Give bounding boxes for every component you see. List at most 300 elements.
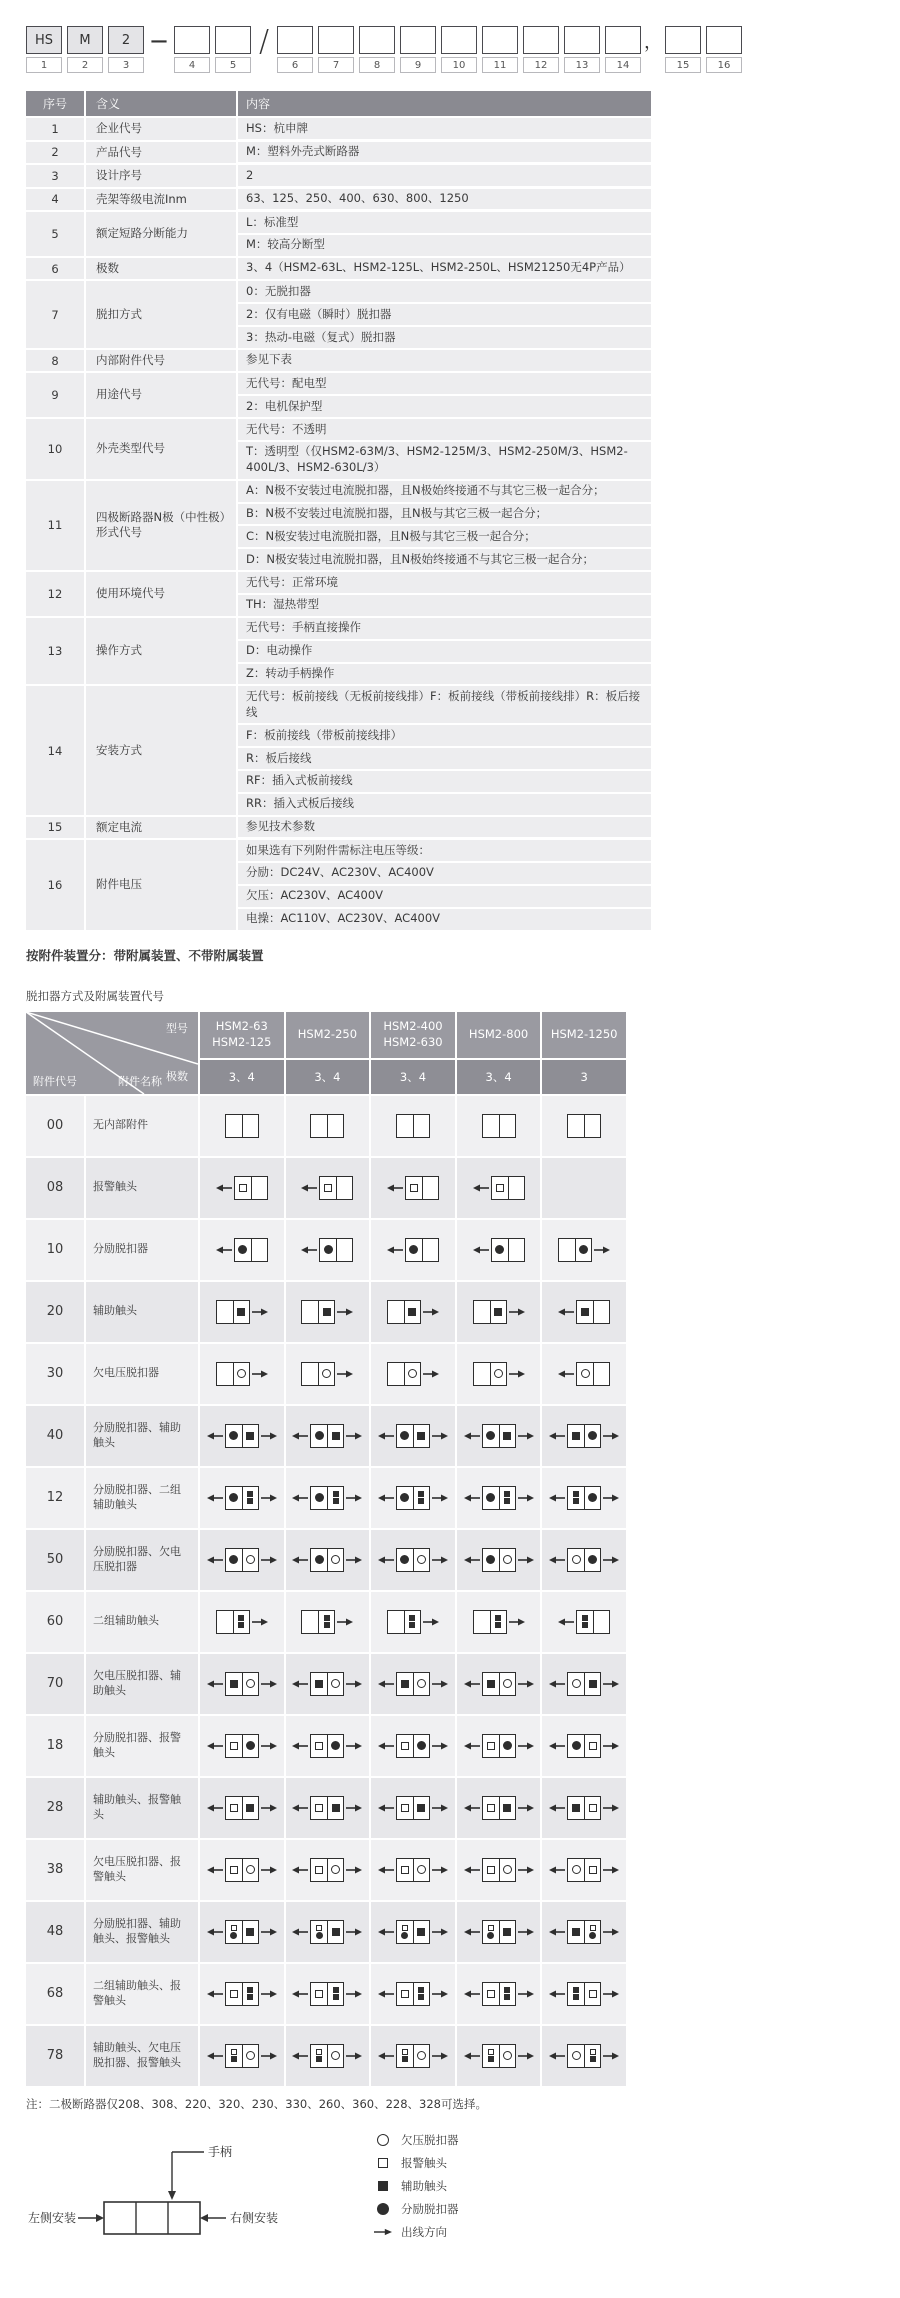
shunt-release-symbol: [400, 1493, 409, 1502]
accessory-diagram-cell: [457, 1964, 541, 2024]
breaker-diagram: [207, 2044, 277, 2068]
breaker-diagram: [310, 1114, 344, 1138]
breaker-diagram: [549, 1548, 619, 1572]
code-table-row: [26, 618, 651, 685]
alarm-contact-symbol: [316, 1925, 322, 1931]
breaker-compartment: [311, 1487, 327, 1509]
code-table-row: [26, 165, 651, 187]
breaker-box: [567, 1486, 601, 1510]
breaker-box: [482, 1796, 516, 1820]
code-value-box: [277, 26, 313, 54]
accessory-code: 08: [26, 1158, 84, 1218]
outgoing-direction-arrow: [207, 1555, 223, 1565]
outgoing-direction-arrow: [432, 1989, 448, 1999]
shunt-release-symbol: [400, 1431, 409, 1440]
breaker-box: [482, 1858, 516, 1882]
accessory-table-row: [26, 1902, 626, 1962]
outgoing-direction-arrow: [464, 1803, 480, 1813]
breaker-box: [576, 1362, 610, 1386]
undervoltage-release-symbol: [417, 1865, 426, 1874]
undervoltage-release-symbol: [246, 1555, 255, 1564]
undervoltage-release-symbol: [503, 2051, 512, 2060]
breaker-compartment: [584, 1983, 600, 2005]
breaker-compartment: [217, 1301, 233, 1323]
accessory-table-row: [26, 1220, 626, 1280]
code-position: [108, 26, 144, 73]
breaker-box: [310, 1114, 344, 1138]
breaker-compartment: [492, 1177, 508, 1199]
auxiliary-contact-symbol: [231, 2056, 237, 2062]
breaker-compartment: [311, 1983, 327, 2005]
breaker-compartment: [311, 1549, 327, 1571]
outgoing-direction-arrow: [464, 1865, 480, 1875]
breaker-diagram: [549, 1796, 619, 1820]
outgoing-direction-arrow: [261, 1803, 277, 1813]
code-definition-table: [26, 91, 651, 930]
outgoing-direction-arrow: [378, 2051, 394, 2061]
accessory-diagram-cell: [200, 1530, 284, 1590]
breaker-compartment: [568, 1921, 584, 1943]
breaker-box: [576, 1300, 610, 1324]
undervoltage-release-symbol: [246, 1865, 255, 1874]
outgoing-direction-arrow: [378, 1493, 394, 1503]
outgoing-direction-arrow: [346, 1493, 362, 1503]
breaker-compartment: [327, 2045, 343, 2067]
row-content: [238, 686, 651, 814]
accessory-code: 50: [26, 1530, 84, 1590]
auxiliary-contact-symbol: [572, 1804, 580, 1812]
auxiliary-contact-symbol: [332, 1928, 340, 1936]
column-header-content: 内容: [238, 91, 651, 116]
shunt-release-symbol: [374, 2203, 392, 2215]
breaker-compartment: [483, 1115, 499, 1137]
shunt-release-symbol: [377, 2203, 389, 2215]
outgoing-direction-arrow: [423, 1617, 439, 1627]
poles-header-cell: 3、4: [200, 1060, 284, 1094]
breaker-diagram: [207, 1424, 277, 1448]
breaker-compartment: [242, 1859, 258, 1881]
breaker-compartment: [327, 1425, 343, 1447]
diagonal-header-cell: [26, 1012, 198, 1094]
breaker-box: [396, 1982, 430, 2006]
breaker-compartment: [327, 1859, 343, 1881]
code-table-row: [26, 212, 651, 256]
outgoing-direction-arrow: [261, 1927, 277, 1937]
breaker-compartment: [499, 1115, 515, 1137]
breaker-compartment: [311, 1673, 327, 1695]
row-meaning: 外壳类型代号: [86, 419, 236, 479]
breaker-compartment: [242, 1549, 258, 1571]
outgoing-direction-arrow: [292, 1741, 308, 1751]
breaker-compartment: [499, 1735, 515, 1757]
undervoltage-release-symbol: [322, 1369, 331, 1378]
accessory-name: 辅助触头: [86, 1282, 198, 1342]
legend-item: [374, 2224, 459, 2240]
breaker-diagram: [464, 1982, 534, 2006]
accessory-table-row: [26, 1468, 626, 1528]
outgoing-direction-arrow: [292, 1989, 308, 1999]
accessory-diagram-cell: [542, 1096, 626, 1156]
breaker-box: [301, 1610, 335, 1634]
breaker-diagram: [387, 1362, 439, 1386]
outgoing-direction-arrow: [346, 1431, 362, 1441]
breaker-compartment: [336, 1177, 352, 1199]
accessory-name: 分励脱扣器、欠电压脱扣器: [86, 1530, 198, 1590]
breaker-box: [396, 1796, 430, 1820]
breaker-box: [301, 1362, 335, 1386]
content-line: 电操：AC110V、AC230V、AC400V: [238, 909, 651, 930]
breaker-compartment: [499, 1549, 515, 1571]
breaker-box: [482, 1672, 516, 1696]
row-content: [238, 572, 651, 616]
accessory-name: 报警触头: [86, 1158, 198, 1218]
breaker-compartment: [318, 1611, 334, 1633]
auxiliary-contact-symbol: [573, 1994, 579, 2000]
poles-header-cell: 3: [542, 1060, 626, 1094]
accessory-diagram-cell: [542, 1406, 626, 1466]
outgoing-direction-arrow: [549, 1555, 565, 1565]
poles-header-cell: 3、4: [371, 1060, 455, 1094]
legend-label: 欠压脱扣器: [401, 2132, 459, 2147]
breaker-diagram: [292, 1858, 362, 1882]
accessory-diagram-cell: [286, 1654, 370, 1714]
outgoing-direction-arrow: [292, 1865, 308, 1875]
outgoing-direction-arrow: [558, 1369, 574, 1379]
outgoing-direction-arrow: [432, 1493, 448, 1503]
code-position-number: 8: [359, 57, 395, 73]
row-meaning: 附件电压: [86, 840, 236, 929]
breaker-compartment: [397, 1549, 413, 1571]
undervoltage-release-symbol: [237, 1369, 246, 1378]
row-meaning: 内部附件代号: [86, 350, 236, 372]
code-position: [174, 26, 210, 73]
breaker-box: [567, 2044, 601, 2068]
breaker-compartment: [226, 1549, 242, 1571]
accessory-code: 00: [26, 1096, 84, 1156]
content-line: TH：湿热带型: [238, 595, 651, 616]
outgoing-direction-arrow: [207, 1679, 223, 1689]
outgoing-direction-arrow: [518, 1555, 534, 1565]
right-install-label: 右侧安装: [230, 2210, 279, 2225]
code-position: [359, 26, 395, 73]
code-position-number: 5: [215, 57, 251, 73]
accessory-diagram-cell: [457, 1902, 541, 1962]
breaker-compartment: [327, 1735, 343, 1757]
accessory-code: 78: [26, 2026, 84, 2086]
breaker-box: [310, 1858, 344, 1882]
outgoing-direction-arrow: [261, 1431, 277, 1441]
accessory-diagram-cell: [286, 1220, 370, 1280]
breaker-compartment: [397, 2045, 413, 2067]
breaker-compartment: [235, 1239, 251, 1261]
breaker-box: [482, 1548, 516, 1572]
shunt-release-symbol: [409, 1245, 418, 1254]
breaker-box: [567, 1734, 601, 1758]
outgoing-direction-arrow: [432, 1431, 448, 1441]
breaker-compartment: [483, 1921, 499, 1943]
outgoing-direction-arrow: [378, 1865, 394, 1875]
accessory-diagram-cell: [457, 2026, 541, 2086]
breaker-diagram: [549, 1734, 619, 1758]
breaker-diagram: [558, 1238, 610, 1262]
breaker-compartment: [499, 1425, 515, 1447]
outgoing-direction-arrow: [378, 1431, 394, 1441]
accessory-diagram-cell: [286, 1096, 370, 1156]
breaker-diagram: [378, 1672, 448, 1696]
breaker-diagram: [464, 1548, 534, 1572]
row-meaning: 用途代号: [86, 373, 236, 417]
breaker-box: [396, 2044, 430, 2068]
accessory-table-row: [26, 1592, 626, 1652]
breaker-compartment: [584, 1797, 600, 1819]
auxiliary-contact-symbol: [333, 1994, 339, 2000]
auxiliary-contact-symbol: [315, 1680, 323, 1688]
model-header-cell: [286, 1012, 370, 1058]
breaker-compartment: [508, 1177, 524, 1199]
auxiliary-contact-symbol: [504, 1498, 510, 1504]
code-position-number: 16: [706, 57, 742, 73]
outgoing-direction-arrow: [464, 1555, 480, 1565]
breaker-box: [225, 1796, 259, 1820]
outgoing-direction-arrow: [292, 1493, 308, 1503]
code-value-box: [605, 26, 641, 54]
breaker-box: [225, 1486, 259, 1510]
breaker-compartment: [226, 1487, 242, 1509]
breaker-diagram: [301, 1300, 353, 1324]
outgoing-direction-arrow: [473, 1245, 489, 1255]
breaker-diagram: [378, 1920, 448, 1944]
breaker-diagram: [473, 1300, 525, 1324]
breaker-compartment: [233, 1363, 249, 1385]
content-line: 分励：DC24V、AC230V、AC400V: [238, 863, 651, 884]
shunt-release-symbol: [486, 1555, 495, 1564]
content-line: R：板后接线: [238, 748, 651, 769]
outgoing-direction-arrow: [549, 1865, 565, 1875]
breaker-diagram: [464, 1486, 534, 1510]
breaker-compartment: [413, 1735, 429, 1757]
outgoing-direction-arrow: [549, 1803, 565, 1813]
breaker-diagram: [464, 1734, 534, 1758]
model-header-cell: [457, 1012, 541, 1058]
breaker-diagram: [549, 2044, 619, 2068]
breaker-compartment: [397, 1115, 413, 1137]
handle-label: 手柄: [208, 2144, 233, 2159]
auxiliary-contact-symbol: [374, 2181, 392, 2191]
alarm-contact-symbol: [487, 1990, 495, 1998]
row-content: [238, 817, 651, 839]
outgoing-direction-arrow: [603, 1989, 619, 1999]
content-line: 无代号：手柄直接操作: [238, 618, 651, 639]
breaker-box: [234, 1176, 268, 1200]
breaker-diagram: [378, 1858, 448, 1882]
breaker-box: [310, 1486, 344, 1510]
accessory-diagram-cell: [457, 1654, 541, 1714]
model-name: HSM2-63: [215, 1019, 268, 1034]
outgoing-direction-arrow: [518, 1493, 534, 1503]
auxiliary-contact-symbol: [230, 1680, 238, 1688]
breaker-diagram: [378, 1796, 448, 1820]
outgoing-direction-arrow: [292, 1803, 308, 1813]
breaker-diagram: [292, 2044, 362, 2068]
outgoing-direction-arrow: [292, 2051, 308, 2061]
model-name: HSM2-400: [383, 1019, 443, 1034]
auxiliary-contact-symbol: [401, 1680, 409, 1688]
breaker-compartment: [483, 1797, 499, 1819]
breaker-compartment: [413, 1115, 429, 1137]
outgoing-direction-arrow: [378, 1803, 394, 1813]
accessory-diagram-cell: [200, 1840, 284, 1900]
undervoltage-release-symbol: [572, 2051, 581, 2060]
accessory-diagram-cell: [457, 1592, 541, 1652]
legend-item: [374, 2132, 459, 2148]
row-number: 9: [26, 373, 84, 417]
accessory-diagram-cell: [457, 1778, 541, 1838]
breaker-compartment: [226, 1983, 242, 2005]
outgoing-direction-arrow: [603, 1679, 619, 1689]
breaker-compartment: [499, 1859, 515, 1881]
content-line: 无代号：不透明: [238, 419, 651, 440]
outgoing-direction-arrow: [346, 1803, 362, 1813]
row-number: 14: [26, 686, 84, 814]
code-value-box: M: [67, 26, 103, 54]
breaker-compartment: [404, 1611, 420, 1633]
row-content: [238, 840, 651, 929]
outgoing-direction-arrow: [261, 1989, 277, 1999]
outgoing-direction-arrow: [261, 1555, 277, 1565]
outgoing-direction-arrow: [603, 1927, 619, 1937]
accessory-code: 38: [26, 1840, 84, 1900]
auxiliary-contact-symbol: [418, 1994, 424, 2000]
code-position: [26, 26, 62, 73]
outgoing-direction-arrow: [558, 1307, 574, 1317]
breaker-box: [482, 1920, 516, 1944]
corner-name-label: 附件名称: [118, 1074, 162, 1088]
breaker-diagram: [292, 1734, 362, 1758]
breaker-diagram: [378, 2044, 448, 2068]
breaker-compartment: [327, 1797, 343, 1819]
outgoing-direction-arrow: [387, 1245, 403, 1255]
accessory-diagram-cell: [286, 1158, 370, 1218]
accessory-code: 10: [26, 1220, 84, 1280]
breaker-box: [310, 1796, 344, 1820]
outgoing-direction-arrow: [432, 1927, 448, 1937]
accessory-diagram-cell: [286, 2026, 370, 2086]
accessory-diagram-cell: [542, 1158, 626, 1218]
breaker-diagram: [378, 1486, 448, 1510]
row-meaning: 极数: [86, 258, 236, 280]
auxiliary-contact-symbol: [503, 1928, 511, 1936]
breaker-box: [310, 1672, 344, 1696]
outgoing-direction-arrow: [261, 1679, 277, 1689]
symbol-legend: [374, 2128, 459, 2240]
breaker-compartment: [242, 1735, 258, 1757]
code-position: [277, 26, 313, 73]
row-content: [238, 481, 651, 570]
auxiliary-contact-symbol: [573, 1987, 579, 1993]
outgoing-direction-arrow: [378, 1679, 394, 1689]
outgoing-direction-arrow: [207, 1741, 223, 1751]
auxiliary-contact-symbol: [247, 1491, 253, 1497]
row-number: 2: [26, 142, 84, 164]
accessory-diagram-cell: [286, 1530, 370, 1590]
breaker-diagram: [216, 1362, 268, 1386]
model-header-cell: [542, 1012, 626, 1058]
auxiliary-contact-symbol: [246, 1432, 254, 1440]
breaker-box: [567, 1114, 601, 1138]
breaker-diagram: [207, 1796, 277, 1820]
code-value-box: [706, 26, 742, 54]
breaker-box: [482, 1734, 516, 1758]
auxiliary-contact-symbol: [409, 1622, 415, 1628]
breaker-compartment: [388, 1611, 404, 1633]
outgoing-direction-arrow: [207, 1431, 223, 1441]
shunt-release-symbol: [588, 1493, 597, 1502]
breaker-compartment: [568, 1735, 584, 1757]
shunt-release-symbol: [315, 1555, 324, 1564]
alarm-contact-symbol: [230, 1990, 238, 1998]
auxiliary-contact-symbol: [487, 1680, 495, 1688]
outgoing-direction-arrow: [473, 1183, 489, 1193]
undervoltage-release-symbol: [331, 1865, 340, 1874]
code-value-box: [318, 26, 354, 54]
model-name: HSM2-1250: [550, 1026, 618, 1041]
code-table-row: [26, 258, 651, 280]
accessory-diagram-cell: [286, 1778, 370, 1838]
outgoing-direction-arrow: [432, 1741, 448, 1751]
row-meaning: 四极断路器N极（中性极）形式代号: [86, 481, 236, 570]
accessory-diagram-cell: [371, 1716, 455, 1776]
row-content: [238, 142, 651, 164]
accessory-diagram-cell: [371, 1654, 455, 1714]
accessory-diagram-cell: [542, 1344, 626, 1404]
content-line: 无代号：板前接线（无板前接线排）F：板前接线（带板前接线排）R：板后接线: [238, 686, 651, 723]
row-content: [238, 258, 651, 280]
undervoltage-release-symbol: [503, 1679, 512, 1688]
breaker-compartment: [320, 1177, 336, 1199]
breaker-compartment: [483, 1549, 499, 1571]
row-number: 12: [26, 572, 84, 616]
breaker-compartment: [311, 1921, 327, 1943]
breaker-compartment: [242, 1921, 258, 1943]
accessory-diagram-cell: [286, 1344, 370, 1404]
code-table-row: [26, 350, 651, 372]
breaker-compartment: [397, 1425, 413, 1447]
legend-item: [374, 2178, 459, 2194]
breaker-box: [396, 1486, 430, 1510]
alarm-contact-symbol: [230, 1866, 238, 1874]
auxiliary-contact-symbol: [495, 1622, 501, 1628]
outgoing-direction-arrow: [464, 2051, 480, 2061]
outgoing-direction-arrow: [603, 1741, 619, 1751]
breaker-diagram: [207, 1672, 277, 1696]
code-position-number: 13: [564, 57, 600, 73]
breaker-compartment: [397, 1487, 413, 1509]
alarm-contact-symbol: [496, 1184, 504, 1192]
outgoing-direction-arrow: [378, 1989, 394, 1999]
shunt-release-symbol: [246, 1741, 255, 1750]
breaker-box: [473, 1300, 507, 1324]
code-value-box: 2: [108, 26, 144, 54]
outgoing-direction-arrow: [518, 1989, 534, 1999]
breaker-compartment: [242, 1487, 258, 1509]
breaker-box: [225, 2044, 259, 2068]
accessory-table-row: [26, 1716, 626, 1776]
model-name: HSM2-630: [383, 1034, 443, 1049]
auxiliary-contact-symbol: [504, 1491, 510, 1497]
accessory-name: 分励脱扣器、二组辅助触头: [86, 1468, 198, 1528]
accessory-diagram-cell: [200, 1778, 284, 1838]
accessory-diagram-cell: [371, 1220, 455, 1280]
